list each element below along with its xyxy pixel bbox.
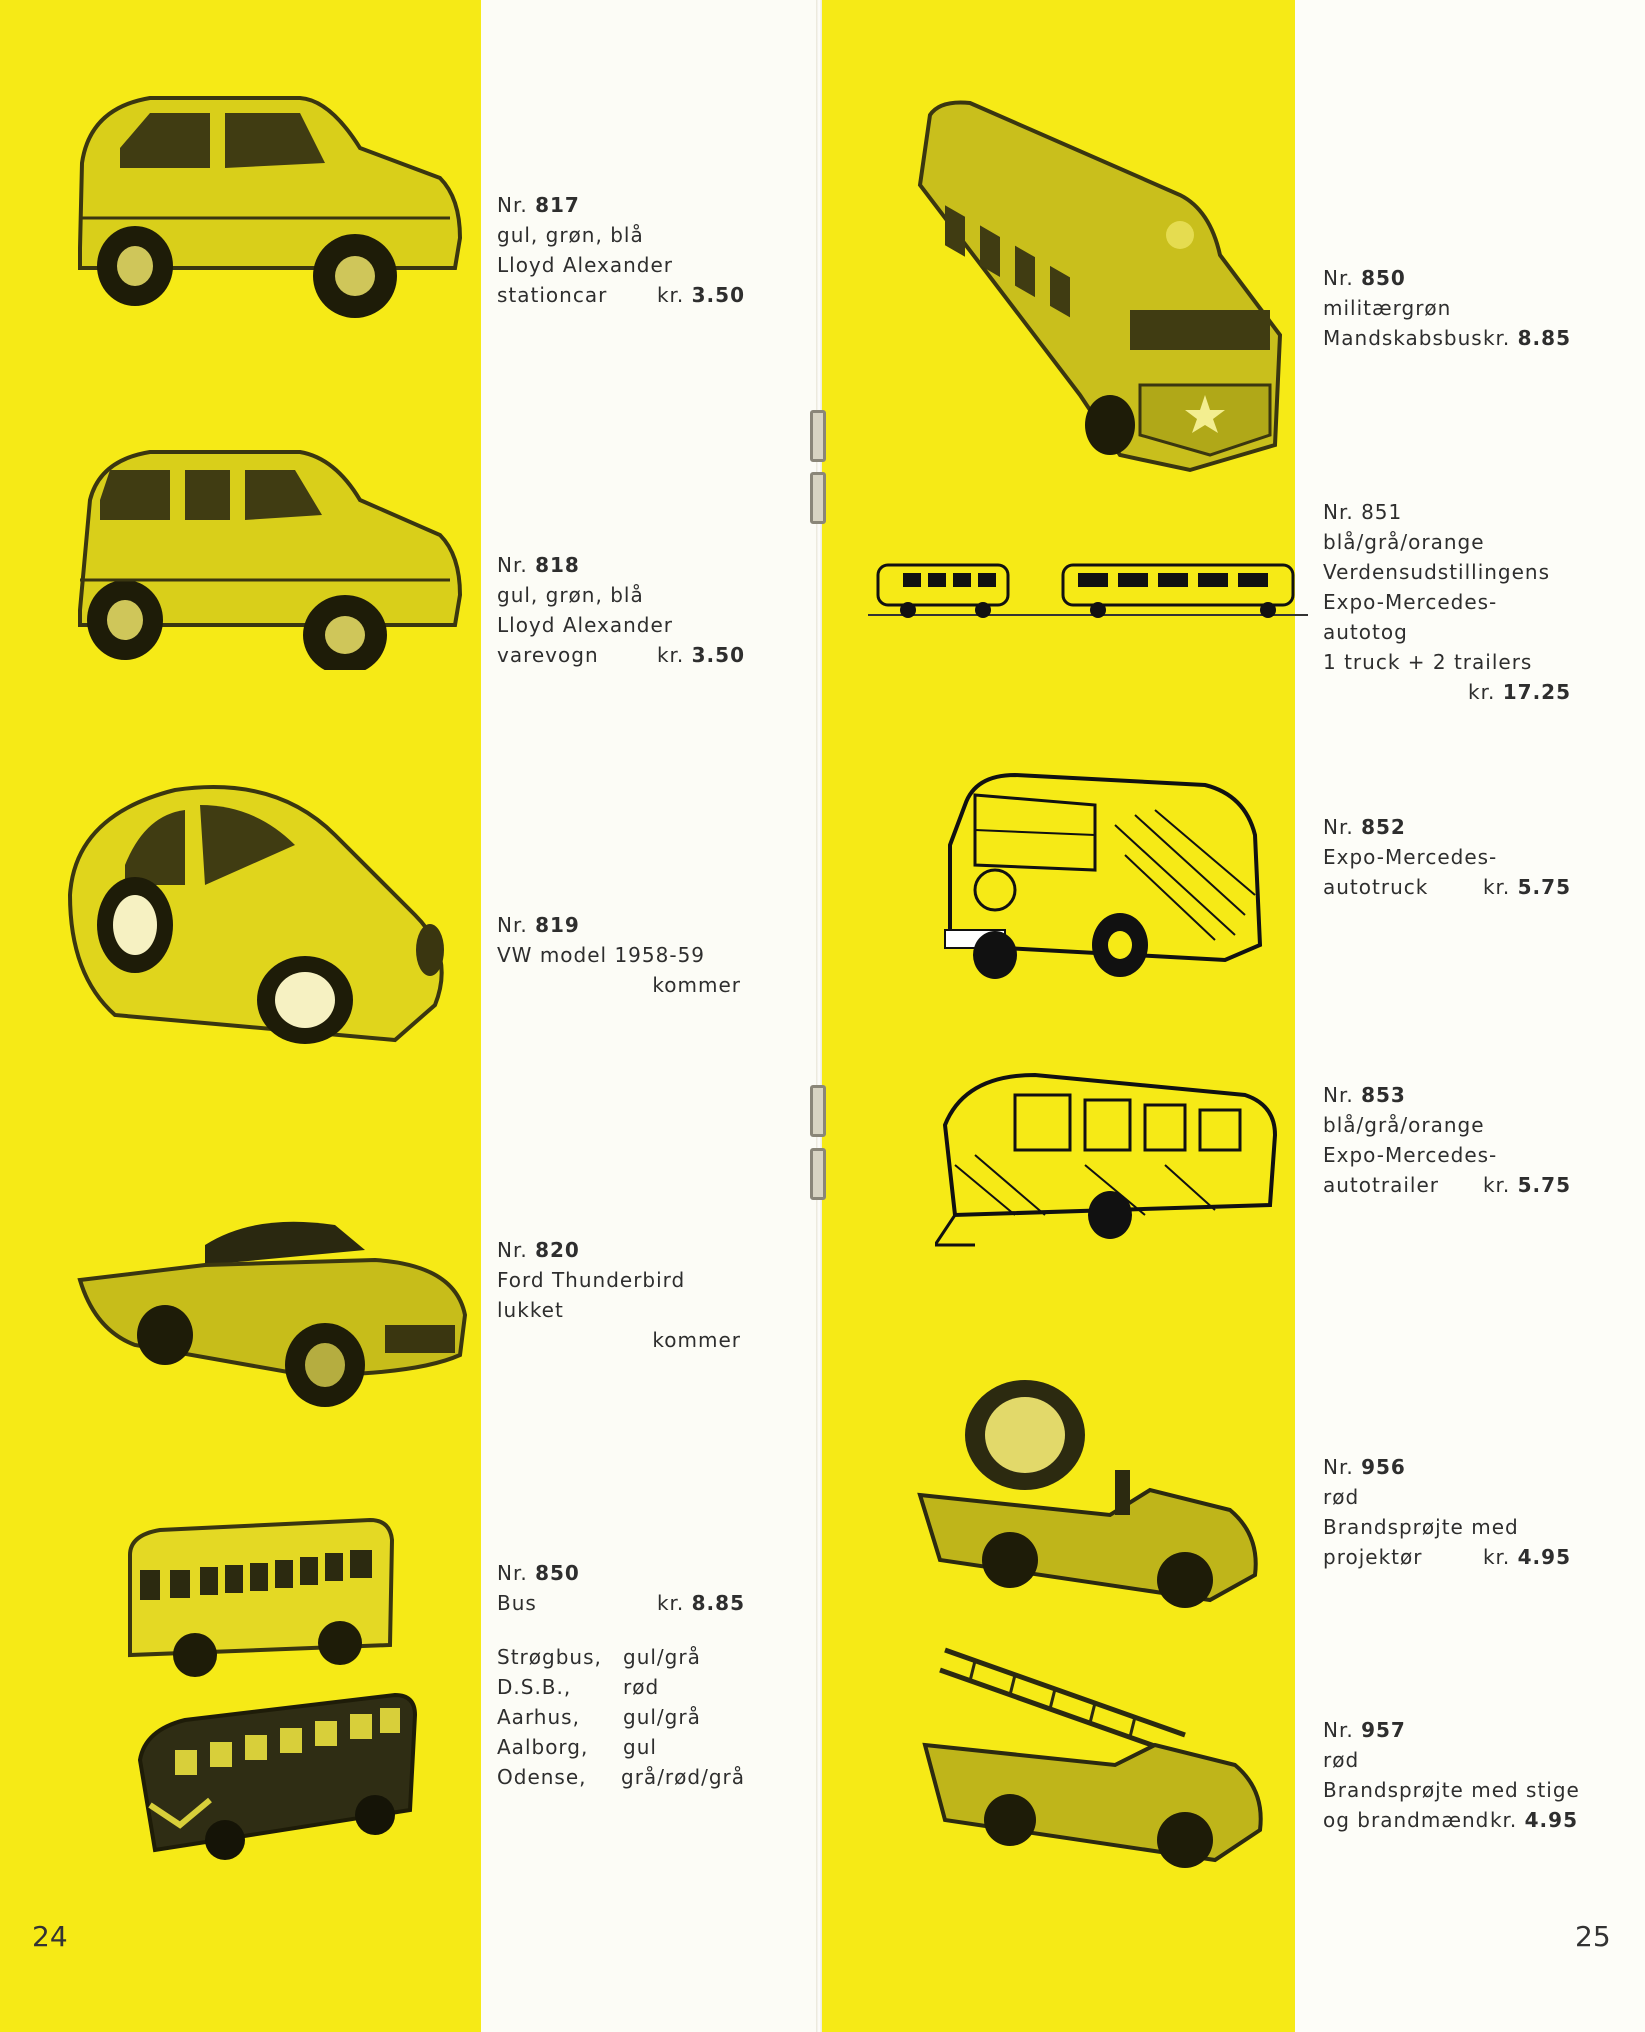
bus-photo-dsb: [135, 1690, 420, 1860]
variant-row: Strøgbus, gul/grå: [497, 1645, 701, 1669]
fire-engine-projector-photo: [910, 1375, 1265, 1610]
entry-line: autotog: [1323, 620, 1408, 644]
page-spine: [816, 0, 822, 2032]
staple-icon: [810, 410, 826, 462]
entry-line: Brandsprøjte med: [1323, 1515, 1519, 1539]
entry-852: [1323, 812, 1571, 902]
entry-819: [497, 910, 741, 1000]
entry-818: [497, 550, 745, 670]
entry-line: blå/grå/orange: [1323, 530, 1485, 554]
military-bus-photo: [910, 95, 1285, 475]
entry-line: Lloyd Alexander: [497, 613, 674, 637]
entry-line: rød: [1323, 1748, 1360, 1772]
status-text: kommer: [652, 973, 741, 997]
product-number: Nr. 853: [1323, 1083, 1406, 1107]
staple-icon: [810, 472, 826, 524]
expo-train-drawing: [868, 555, 1308, 625]
variant-row: Odense, grå/rød/grå: [497, 1765, 745, 1789]
entry-line: Expo-Mercedes-: [1323, 845, 1498, 869]
staple-icon: [810, 1148, 826, 1200]
product-number: Nr. 850: [1323, 266, 1406, 290]
entry-853: [1323, 1080, 1571, 1200]
entry-line: Ford Thunderbird: [497, 1268, 686, 1292]
expo-truck-drawing: [935, 765, 1295, 985]
price-row: Mandskabsbus kr. 8.85: [1323, 326, 1571, 350]
product-number: Nr. 850: [497, 1561, 580, 1585]
entry-line: 1 truck + 2 trailers: [1323, 650, 1533, 674]
variant-row: D.S.B., rød: [497, 1675, 660, 1699]
entry-956: [1323, 1452, 1571, 1572]
entry-line: Expo-Mercedes-: [1323, 590, 1498, 614]
entry-851: [1323, 497, 1571, 707]
page-number-right: 25: [1575, 1920, 1611, 1953]
entry-line: blå/grå/orange: [1323, 1113, 1485, 1137]
entry-817: [497, 190, 745, 310]
product-number: Nr. 851: [1323, 500, 1403, 524]
page-number-left: 24: [32, 1920, 68, 1953]
expo-trailer-drawing: [935, 1065, 1280, 1260]
entry-line: Lloyd Alexander: [497, 253, 674, 277]
price-row: autotruck kr. 5.75: [1323, 875, 1571, 899]
entry-line: gul, grøn, blå: [497, 223, 644, 247]
product-number: Nr. 852: [1323, 815, 1406, 839]
fire-engine-ladder-photo: [915, 1645, 1275, 1870]
variant-row: Aarhus, gul/grå: [497, 1705, 701, 1729]
entry-850-bus: [497, 1558, 745, 1792]
entry-line: gul, grøn, blå: [497, 583, 644, 607]
entry-957: [1323, 1715, 1578, 1835]
price-row: projektør kr. 4.95: [1323, 1545, 1571, 1569]
entry-line: Expo-Mercedes-: [1323, 1143, 1498, 1167]
status-text: kommer: [652, 1328, 741, 1352]
entry-line: militærgrøn: [1323, 296, 1452, 320]
entry-850-military: [1323, 263, 1571, 353]
lloyd-varevogn-photo: [60, 440, 470, 670]
entry-line: rød: [1323, 1485, 1360, 1509]
price-row: autotrailer kr. 5.75: [1323, 1173, 1571, 1197]
price-row: og brandmænd kr. 4.95: [1323, 1808, 1578, 1832]
price-row: varevogn kr. 3.50: [497, 643, 745, 667]
variant-row: Aalborg, gul: [497, 1735, 657, 1759]
product-number: Nr. 817: [497, 193, 580, 217]
entry-line: lukket: [497, 1298, 564, 1322]
price-row: stationcar kr. 3.50: [497, 283, 745, 307]
product-number: Nr. 956: [1323, 1455, 1406, 1479]
ford-thunderbird-photo: [75, 1205, 470, 1420]
bus-photo-strogbus: [120, 1515, 395, 1685]
entry-820: [497, 1235, 741, 1355]
staple-icon: [810, 1085, 826, 1137]
vw-beetle-photo: [55, 775, 465, 1050]
entry-line: VW model 1958-59: [497, 943, 706, 967]
price-row: Bus kr. 8.85: [497, 1591, 745, 1615]
price: kr. 17.25: [1468, 680, 1571, 704]
product-number: Nr. 820: [497, 1238, 580, 1262]
product-number: Nr. 819: [497, 913, 580, 937]
product-number: Nr. 818: [497, 553, 580, 577]
entry-line: Brandsprøjte med stige: [1323, 1778, 1580, 1802]
product-number: Nr. 957: [1323, 1718, 1406, 1742]
lloyd-stationcar-photo: [60, 88, 470, 318]
entry-line: Verdensudstillingens: [1323, 560, 1551, 584]
